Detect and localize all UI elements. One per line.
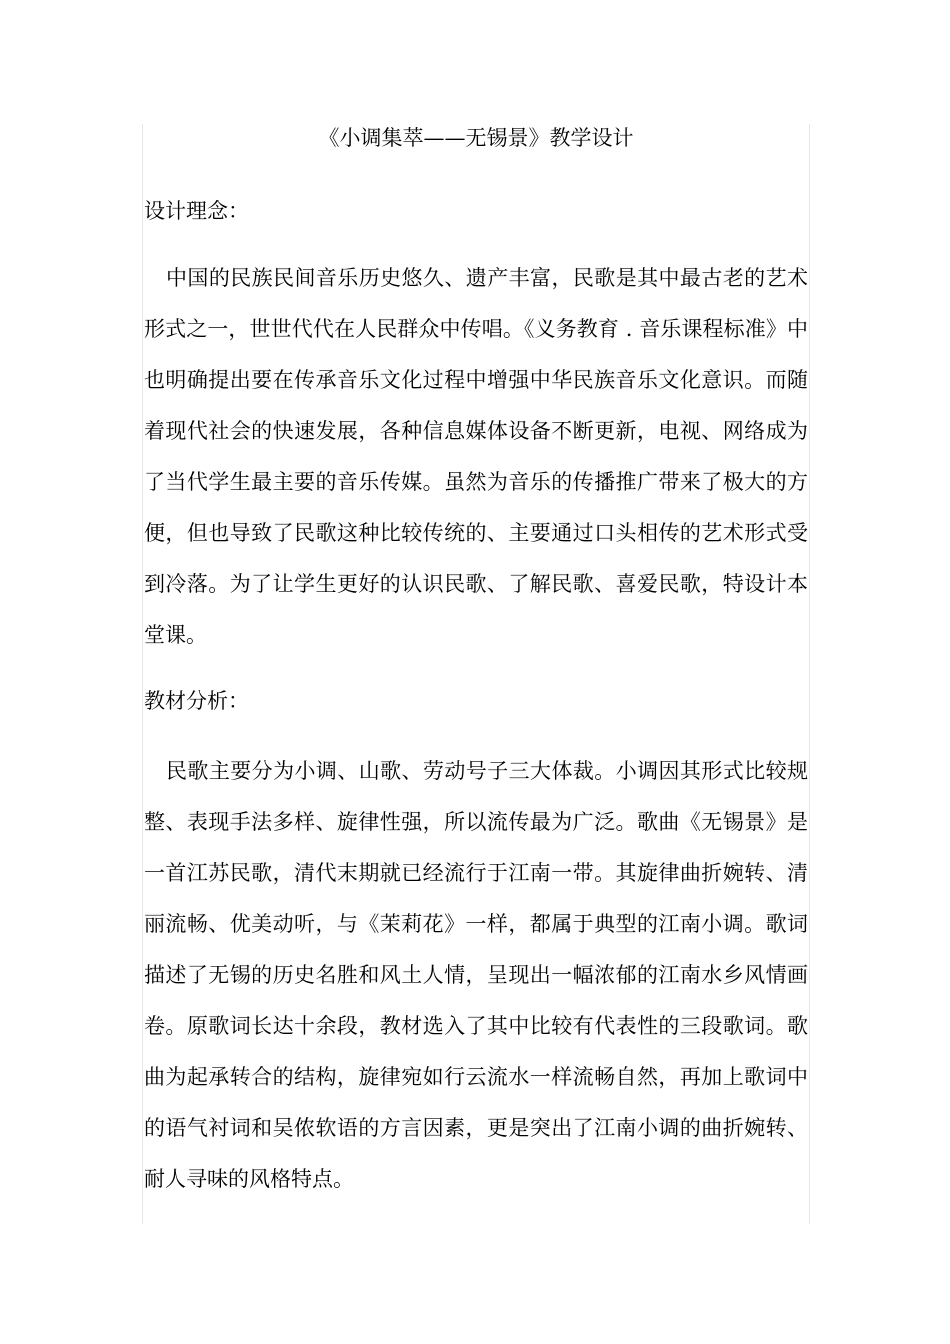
section-heading-material-analysis: 教材分析： — [144, 689, 249, 713]
section-body-design-philosophy: 中国的民族民间音乐历史悠久、遗产丰富，民歌是其中最古老的艺术形式之一，世世代代在人民群众中传唱。《义务教育 . 音乐课程标准》中也明确提出要在传承音乐文化过程中增强中华民族音乐文化意识。而随着现代社会的快速发展，各种信息媒体设备不断更新，电视、网络成为了当代学生最主要的音乐传媒。虽然为音乐的传播推广带来了极大的方便，但也导致了民歌这种比较传统的、主要通过口头相传的艺术形式受到冷落。为了让学生更好的认识民歌、了解民歌、喜爱民歌，特设计本堂课。 — [144, 266, 808, 647]
document-title: 《小调集萃——无锡景》教学设计 — [318, 126, 634, 150]
section-heading-design-philosophy: 设计理念： — [144, 199, 249, 223]
section-body-material-analysis: 民歌主要分为小调、山歌、劳动号子三大体裁。小调因其形式比较规整、表现手法多样、旋律性强，所以流传最为广泛。歌曲《无锡景》是一首江苏民歌，清代末期就已经流行于江南一带。其旋律曲折婉转、清丽流畅、优美动听，与《茉莉花》一样，都属于典型的江南小调。歌词描述了无锡的历史名胜和风土人情，呈现出一幅浓郁的江南水乡风情画卷。原歌词长达十余段，教材选入了其中比较有代表性的三段歌词。歌曲为起承转合的结构，旋律宛如行云流水一样流畅自然，再加上歌词中的语气衬词和吴侬软语的方言因素，更是突出了江南小调的曲折婉转、耐人寻味的风格特点。 — [144, 759, 808, 1191]
